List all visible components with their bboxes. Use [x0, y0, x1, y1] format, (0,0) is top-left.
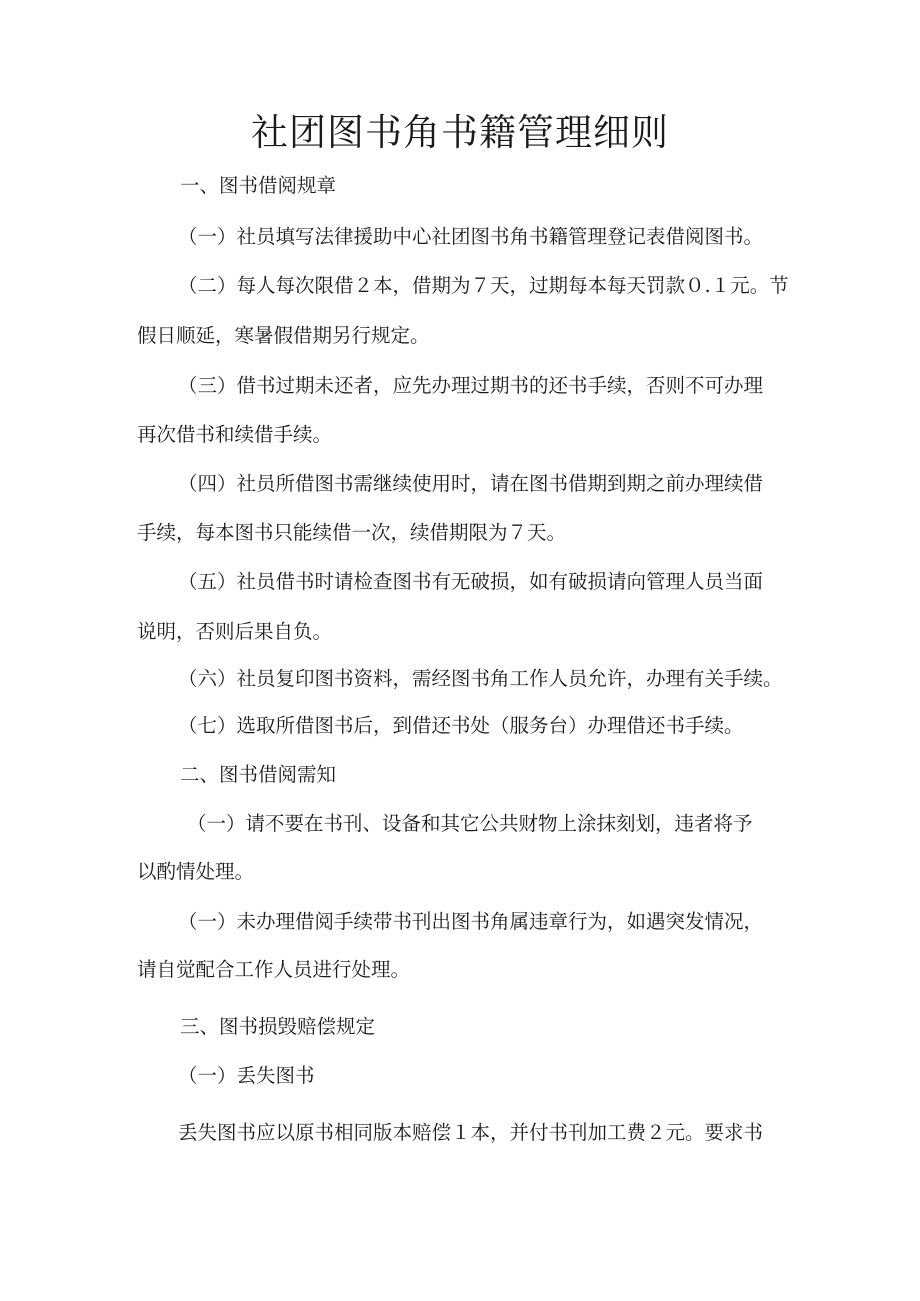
rule-4-line-1: （四）社员所借图书需继续使用时，请在图书借期到期之前办理续借: [178, 472, 764, 495]
compensation-paragraph: 丢失图书应以原书相同版本赔偿１本，并付书刊加工费２元。要求书: [178, 1121, 764, 1144]
section-1-heading: 一、图书借阅规章: [180, 174, 337, 197]
rule-7-line-1: （七）选取所借图书后，到借还书处（服务台）办理借还书手续。: [178, 714, 744, 737]
rule-2-line-1: （二）每人每次限借２本，借期为７天，过期每本每天罚款０.１元。节: [178, 274, 789, 297]
rule-6-line-1: （六）社员复印图书资料，需经图书角工作人员允许，办理有关手续。: [178, 667, 783, 690]
notice-2-line-2: 请自觉配合工作人员进行处理。: [137, 958, 411, 981]
rule-5-line-1: （五）社员借书时请检查图书有无破损，如有破损请向管理人员当面: [178, 570, 764, 593]
notice-1-line-2: 以酌情处理。: [137, 860, 255, 883]
rule-2-line-2: 假日顺延，寒暑假借期另行规定。: [137, 324, 430, 347]
rule-5-line-2: 说明，否则后果自负。: [137, 620, 333, 643]
notice-1-line-1: （一）请不要在书刊、设备和其它公共财物上涂抹刻划，违者将予: [187, 812, 753, 835]
rule-3-line-1: （三）借书过期未还者，应先办理过期书的还书手续，否则不可办理: [178, 374, 764, 397]
rule-3-line-2: 再次借书和续借手续。: [137, 423, 333, 446]
notice-2-line-1: （一）未办理借阅手续带书刊出图书角属违章行为，如遇突发情况，: [178, 910, 764, 933]
section-3-heading: 三、图书损毁赔偿规定: [180, 1015, 376, 1038]
section-3-subheading: （一）丢失图书: [178, 1064, 315, 1087]
rule-4-line-2: 手续，每本图书只能续借一次，续借期限为７天。: [137, 521, 567, 544]
rule-1-line-1: （一）社员填写法律援助中心社团图书角书籍管理登记表借阅图书。: [178, 225, 764, 248]
section-2-heading: 二、图书借阅需知: [180, 763, 337, 786]
document-title: 社团图书角书籍管理细则: [251, 111, 669, 154]
